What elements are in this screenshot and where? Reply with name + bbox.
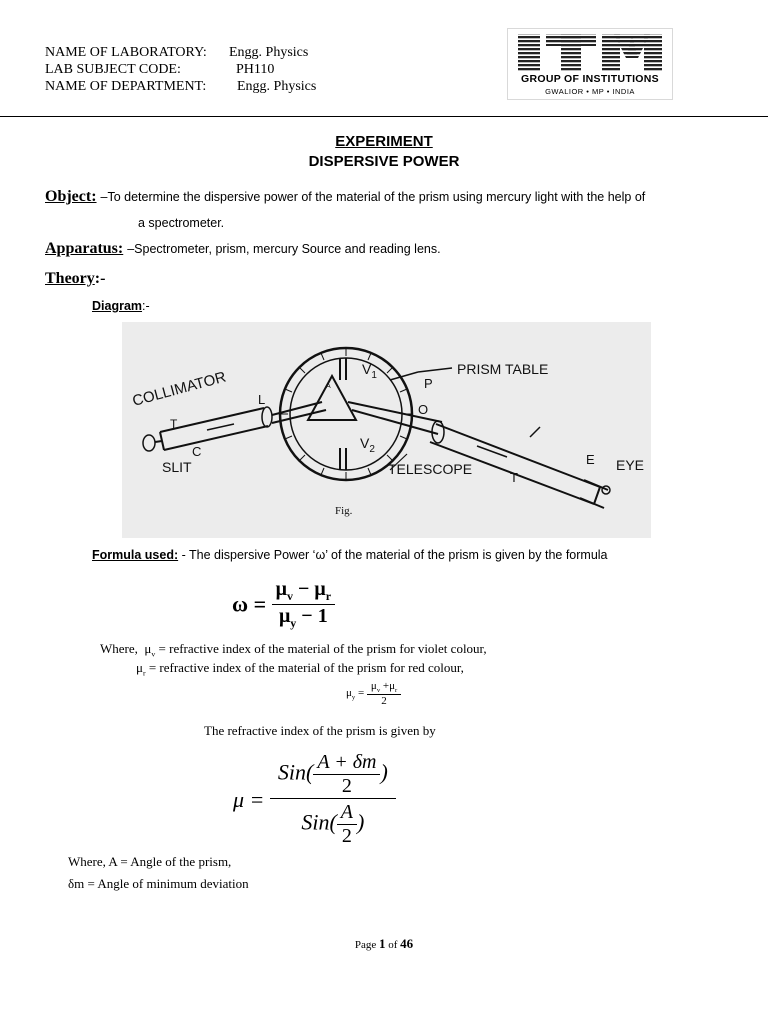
apparatus-heading: Apparatus: <box>45 240 124 257</box>
prism-a-label: A <box>326 383 331 390</box>
prism-table-label: PRISM TABLE <box>457 361 549 377</box>
institution-logo <box>507 28 673 100</box>
page-word: Page <box>354 939 377 951</box>
collimator-label: COLLIMATOR <box>130 368 228 410</box>
vernier-1-label: $V_1$ <box>362 361 377 381</box>
itm-logo-mark <box>514 32 666 74</box>
lab-info <box>45 44 316 95</box>
telescope-label: TELESCOPE <box>388 461 473 477</box>
refractive-index-fraction <box>270 751 396 848</box>
department-value: Engg. Physics <box>237 79 317 94</box>
page-footer <box>0 936 768 952</box>
where-violet-line: Where, $\mu_v$ = refractive index of the material of the prism for violet colour, <box>100 641 487 659</box>
refractive-index-formula <box>233 751 396 848</box>
mu-symbol: μ = <box>233 786 265 812</box>
where-red-line: $\mu_r$ = refractive index of the material of the prism for red colour, <box>136 660 464 678</box>
sine-denominator: Sin( $\frac{A}{2}$ ) <box>270 798 396 848</box>
mean-index-fraction: $\frac{\mu_v +\mu_r}{2}$ <box>367 680 401 707</box>
header-divider <box>0 116 768 117</box>
refractive-index-intro: The refractive index of the prism is given by <box>204 723 436 738</box>
angle-of-min-deviation-line: δm = Angle of minimum deviation <box>68 876 249 891</box>
diagram-label-row <box>92 299 150 313</box>
page-total: 46 <box>400 936 414 951</box>
logo-location: GWALIOR • MP • INDIA <box>545 87 635 96</box>
formula-numerator: $\mu_v - \mu_r$ <box>275 578 332 603</box>
omega-symbol: ω = <box>232 591 267 617</box>
lab-code-value: PH110 <box>236 62 275 77</box>
diagram-label-suffix: :- <box>142 299 150 313</box>
sine-numerator: Sin( $\frac{A + \delta m}{2}$ ) <box>277 751 388 797</box>
object-text-continued: a spectrometer. <box>138 216 225 230</box>
spectrometer-figure <box>122 322 651 538</box>
theory-suffix: :- <box>94 270 106 287</box>
vernier-2-label: $V_2$ <box>360 435 375 455</box>
theory-heading: Theory <box>45 270 95 287</box>
page-number: 1 <box>378 936 386 951</box>
collimator-t-label: T <box>170 417 178 431</box>
formula-used-text: - The dispersive Power ‘ω’ of the material of the prism is given by the formula <box>178 548 608 562</box>
logo-tagline: GROUP OF INSTITUTIONS <box>521 73 659 85</box>
lens-l-label: L <box>258 392 266 407</box>
theory-section <box>45 270 105 288</box>
object-section <box>45 188 645 206</box>
slit-label: SLIT <box>162 459 192 475</box>
telescope-t-label: T <box>510 470 518 485</box>
dispersive-power-formula <box>232 578 335 631</box>
apparatus-text: –Spectrometer, prism, mercury Source and reading lens. <box>127 242 441 256</box>
mean-index-formula: $\mu_y$ = $\frac{\mu_v +\mu_r}{2}$ <box>346 680 401 707</box>
collimator-c-label: C <box>192 444 202 459</box>
figure-caption: Fig. <box>335 505 353 517</box>
of-word: of <box>388 939 398 951</box>
formula-used-label: Formula used: <box>92 548 179 562</box>
experiment-title: EXPERIMENT <box>335 133 433 150</box>
formula-used-row <box>92 548 608 562</box>
object-text: –To determine the dispersive power of the material of the prism using mercury light with the help of <box>100 190 646 204</box>
angle-of-prism-line: Where, A = Angle of the prism, <box>68 854 232 869</box>
dispersive-power-fraction <box>272 578 335 631</box>
department-label: NAME OF DEPARTMENT: <box>45 79 207 94</box>
prism-p-label: P <box>424 376 433 391</box>
spectrometer-diagram <box>122 322 651 538</box>
eye-label: EYE <box>616 457 645 473</box>
experiment-subtitle: DISPERSIVE POWER <box>308 153 460 170</box>
lab-code-label: LAB SUBJECT CODE: <box>45 62 181 77</box>
formula-denominator: $\mu_y - 1$ <box>272 604 335 631</box>
lab-name-label: NAME OF LABORATORY: <box>45 45 207 60</box>
apparatus-section <box>45 240 441 258</box>
object-heading: Object: <box>45 188 97 205</box>
objective-o-label: O <box>418 402 429 417</box>
eyepiece-e-label: E <box>586 452 595 467</box>
lab-name-value: Engg. Physics <box>229 45 309 60</box>
diagram-label: Diagram <box>92 299 143 313</box>
